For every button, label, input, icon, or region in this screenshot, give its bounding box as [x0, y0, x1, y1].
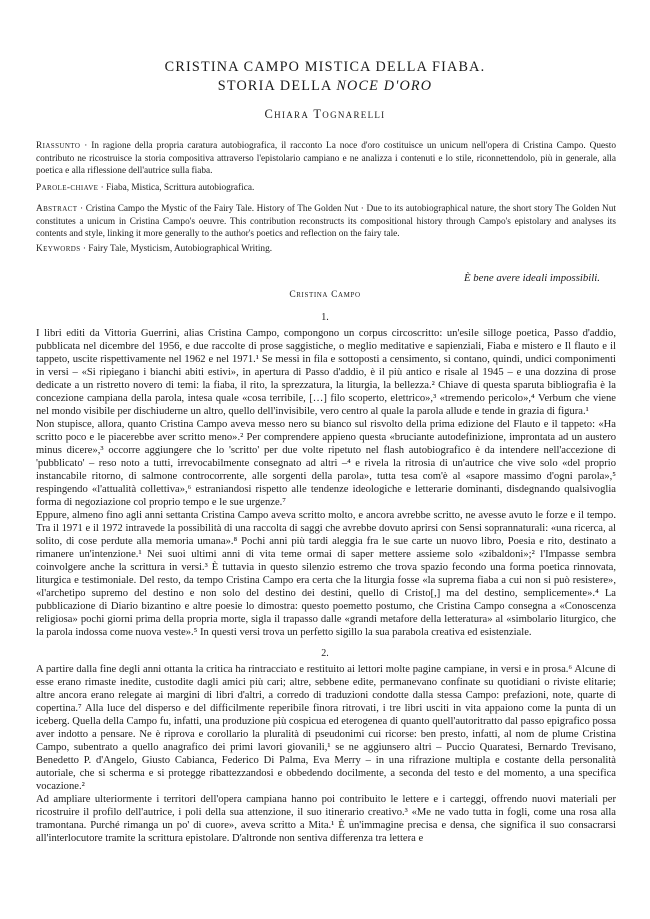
section-2-paragraph: Ad ampliare ulteriormente i territori dell'opera campiana hanno poi contribuito le lettere e i carteggi, offrendo nuovi materiali per ricostruire il profilo dell'autrice, i poli della sua attenzione, il suo itinerario creativo.³ «Me ne vado tutta in fogli, come una rosa alla tramontana. Purché rimanga un po' di cuore», aveva scritto a Mita.¹ È un'immagine precisa e densa, che significa il suo consacrarsi all'interlocutore tramite la scrittura epistolare. D'altronde non sentiva differenza tra lettera e — [36, 794, 616, 844]
section-2-number: 2. — [321, 648, 329, 659]
title-line2-prefix: STORIA DELLA — [217, 78, 332, 94]
section-2-body — [36, 663, 616, 845]
keywords-italian — [36, 182, 616, 195]
title-line2-italic: NOCE D'ORO — [336, 78, 433, 94]
keywords-english — [36, 243, 616, 256]
section-1-body — [36, 327, 616, 639]
abstract-english-text: · Cristina Campo the Mystic of the Fairy Tale. History of The Golden Nut · Due to its autobiographical nature, the short story The Golden Nut constitutes a unicum in Cristina Campo's oeuvre. This contribution reconstructs its compositional history through Campo's epistolary and analyses its contents and style, linking it more generally to the author's poetics and reflection on the fairy tale. — [36, 204, 616, 239]
section-1-paragraph: I libri editi da Vittoria Guerrini, alias Cristina Campo, compongono un corpus circoscritto: un'esile silloge poetica, Passo d'addio, pubblicata nel dicembre del 1956, e due raccolte di prose saggistiche, o meglio meditative e sapienziali, Fiaba e mistero e Il flauto e il tappeto, uscite rispettivamente nel 1962 e nel 1971.¹ Se messi in fila e sottoposti a censimento, si contano, quindi, undici componimenti in versi – «Si ripiegano i bianchi abiti estivi», in apertura di Passo d'addio, è il più antico e risale al 1945 – e una dozzina di prose dedicate a un ristretto novero di temi: la fiaba, il rito, la sprezzatura, la liturgia, la bellezza.² Chiave di questa sparuta bibliografia è la concezione campiana della parola, intesa quale «cosa terribile, […] filo scoperto, elettrico»,³ «tremendo pericolo»,⁴ Verbum che viene nel mondo visibile per dischiuderne un altro, quello dell'invisibile, vero centro al quale la parola allude e tende in grazia di figura.¹ — [36, 328, 616, 417]
article-title-line2 — [0, 77, 650, 95]
abstract-italian — [36, 140, 616, 178]
section-1-number: 1. — [321, 312, 329, 323]
keywords-english-label: Keywords — [36, 244, 81, 254]
section-1-paragraph: Non stupisce, allora, quanto Cristina Campo aveva messo nero su bianco sul risvolto della prima edizione del Flauto e il tappeto: «Ha scritto poco e le piacerebbe aver scritto meno».² Per comprendere appieno questa «bruciante autodefinizione, improntata ad un austero minus dicere»,³ occorre aggiungere che lo 'scritto' per due volte ripetuto nel flash autobiografico è da intendere nell'accezione di 'pubblicato' – reso noto a tutti, irrevocabilmente consegnato ad altri –⁴ e rivela la ritrosia di un'autrice che vive solo «del proprio instancabile ritorno, di salmone controcorrente, alle sorgenti della parola», tutta tesa com'è al «sapore massimo d'ogni parola»,⁵ respingendo «l'attualità collettiva»,⁶ estraniandosi rispetto alle tendenze ideologiche e letterarie dominanti, disdegnando qualsivoglia forma di negoziazione col proprio tempo e le sue urgenze.⁷ — [36, 419, 616, 508]
epigraph-quote: È bene avere ideali impossibili. — [463, 272, 600, 284]
section-1-paragraph: Eppure, almeno fino agli anni settanta Cristina Campo aveva scritto molto, e ancora avrebbe scritto, ne avesse avuto le forze e il tempo. Tra il 1971 e il 1972 intravede la possibilità di una raccolta di saggi che avrebbe dovuto aprirsi con Sensi soprannaturali: «una ricerca, al solito, di cose perdute alla memoria umana».⁸ Pochi anni più tardi aleggia fra le sue carte un nuovo libro, Poesia e rito, destinato a rimanere un'intenzione.¹ Nei suoi ultimi anni di vita teme ormai di saper mettere assieme solo «zibaldoni»;² l'Impasse sembra coinvolgere anche la scrittura in versi.³ È tuttavia in questo silenzio estremo che trova spazio fecondo una forma poetica rinnovata, liturgica e testimoniale. Del resto, da tempo Cristina Campo era certa che la liturgia fosse «la suprema fiaba a cui non si può resistere», «l'archetipo supremo del destino e non solo del destino dei destini, quello di Cristo[,] ma del destino, semplicemente».⁴ La pubblicazione di Diario bizantino e altre poesie lo dimostra: questo poemetto postumo, che Cristina Campo consegna a «Conoscenza religiosa» pochi giorni prima della propria morte, sigla il trapasso dalle «grandi metafore della letteratura» al «simbolario liturgico, che la parola indossa come nuova veste».⁵ In questi versi trova un perfetto sigillo la sua parabola creativa ed esistenziale. — [36, 510, 616, 638]
section-2-paragraph: A partire dalla fine degli anni ottanta la critica ha rintracciato e restituito ai lettori molte pagine campiane, in versi e in prosa.⁶ Alcune di esse erano rimaste inedite, custodite dagli amici più cari; altre, sebbene edite, permanevano confinate su quotidiani o riviste elitarie; altre ancora erano relegate ai margini di libri d'altri, a corredo di traduzioni condotte dalla stessa Campo: prefazioni, note, quarte di copertina.⁷ Alla luce del disperso e del difficilmente reperibile finora ritrovati, i tre libri usciti in vita appaiono come la punta di un iceberg. Quella della Campo fu, infatti, una produzione più cospicua ed eterogenea di quanto quell'autoritratto dal passo epigrafico possa aver indotto a pensare. Ne è riprova e corollario la pluralità di pseudonimi cui ricorse: ben presto, infatti, al nom de plume Cristina Campo, subentrato a quello anagrafico dei primi lavori giovanili,¹ se ne aggiunsero altri – Puccio Quaratesi, Bernardo Trevisano, Benedetto P. d'Angelo, Giusto Cabianca, Federico Di Palma, Eva Merry – in una rifrazione multipla e costante della personalità autoriale, che si scherma e si protegge ribattezzandosi e obbedendo docilmente, a seconda del testo e del momento, a una specifica vocazione.² — [36, 664, 616, 792]
epigraph-author: Cristina Campo — [289, 290, 361, 300]
article-title-line1: CRISTINA CAMPO MISTICA DELLA FIABA. — [164, 59, 486, 75]
abstract-english-label: Abstract — [36, 204, 78, 214]
abstract-english — [36, 203, 616, 241]
abstract-italian-text: · In ragione della propria caratura autobiografica, il racconto La noce d'oro costituisce un unicum nell'opera di Cristina Campo. Questo contributo ne ricostruisce la storia compositiva attraverso l'epistolario campiano e ne analizza i contenuti e lo stile, riconnettendolo, più in generale, alla poetica e alla riflessione dell'autrice sulla fiaba. — [36, 141, 616, 176]
abstract-italian-label: Riassunto — [36, 141, 81, 151]
keywords-italian-label: Parole-chiave — [36, 183, 99, 193]
keywords-italian-text: · Fiaba, Mistica, Scrittura autobiografica. — [98, 183, 255, 193]
article-author: Chiara Tognarelli — [264, 107, 386, 121]
keywords-english-text: · Fairy Tale, Mysticism, Autobiographical Writing. — [80, 244, 273, 254]
